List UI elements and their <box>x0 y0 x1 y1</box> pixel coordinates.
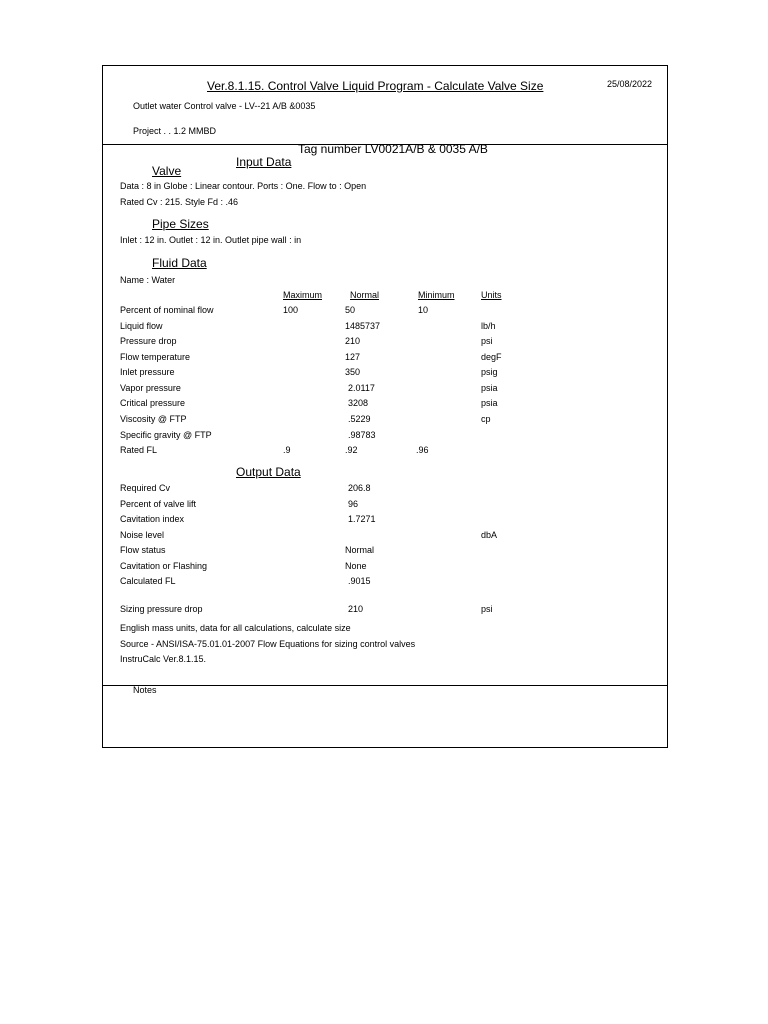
table-cell-units: psi <box>481 336 493 346</box>
table-cell-maximum: 100 <box>283 305 299 315</box>
output-row-value: .9015 <box>348 576 371 586</box>
footer-line: InstruCalc Ver.8.1.15. <box>120 654 207 664</box>
tag-number: Tag number LV0021A/B & 0035 A/B <box>298 142 488 156</box>
table-row-label: Rated FL <box>120 445 158 455</box>
footer-line: English mass units, data for all calculations, calculate size <box>120 623 351 633</box>
output-row-value: Normal <box>345 545 375 555</box>
column-header-maximum: Maximum <box>283 290 323 300</box>
output-row-value: None <box>345 561 367 571</box>
pipe-sizes-heading: Pipe Sizes <box>152 217 209 231</box>
document-subtitle: Outlet water Control valve - LV--21 A/B &0035 <box>133 101 316 111</box>
column-header-units: Units <box>481 290 502 300</box>
table-cell-units: cp <box>481 414 491 424</box>
output-data-heading: Output Data <box>236 465 301 479</box>
table-row-label: Critical pressure <box>120 398 186 408</box>
input-data-heading: Input Data <box>236 155 292 169</box>
output-row-value: 1.7271 <box>348 514 376 524</box>
table-cell-units: psia <box>481 383 498 393</box>
sizing-pressure-drop-label: Sizing pressure drop <box>120 604 203 614</box>
output-row-units: dbA <box>481 530 498 540</box>
table-cell-units: psig <box>481 367 498 377</box>
valve-rated-line: Rated Cv : 215. Style Fd : .46 <box>120 197 239 207</box>
column-header-normal: Normal <box>350 290 380 300</box>
table-row-label: Specific gravity @ FTP <box>120 430 212 440</box>
table-cell-units: degF <box>481 352 502 362</box>
notes-divider <box>102 685 668 686</box>
output-row-label: Percent of valve lift <box>120 499 197 509</box>
fluid-data-heading: Fluid Data <box>152 256 207 270</box>
table-cell-normal: 350 <box>345 367 361 377</box>
table-cell-units: lb/h <box>481 321 496 331</box>
project-line: Project . . 1.2 MMBD <box>133 126 217 136</box>
output-row-label: Cavitation or Flashing <box>120 561 208 571</box>
table-cell-normal: .92 <box>345 445 358 455</box>
table-row-label: Percent of nominal flow <box>120 305 214 315</box>
output-row-label: Required Cv <box>120 483 171 493</box>
table-row-label: Pressure drop <box>120 336 177 346</box>
table-cell-normal: .98783 <box>348 430 376 440</box>
valve-data-line: Data : 8 in Globe : Linear contour. Ports : One. Flow to : Open <box>120 181 367 191</box>
pipe-sizes-line: Inlet : 12 in. Outlet : 12 in. Outlet pipe wall : in <box>120 235 302 245</box>
table-cell-normal: 3208 <box>348 398 369 408</box>
table-cell-normal: 2.0117 <box>348 383 375 393</box>
output-row-value: 96 <box>348 499 359 509</box>
document-title: Ver.8.1.15. Control Valve Liquid Program - Calculate Valve Size <box>207 79 544 93</box>
table-cell-normal: 1485737 <box>345 321 381 331</box>
sizing-pressure-drop-units: psi <box>481 604 493 614</box>
table-row-label: Inlet pressure <box>120 367 175 377</box>
table-cell-normal: .5229 <box>348 414 371 424</box>
notes-label: Notes <box>133 685 157 695</box>
output-row-value: 206.8 <box>348 483 371 493</box>
table-cell-normal: 50 <box>345 305 356 315</box>
output-row-label: Noise level <box>120 530 165 540</box>
output-row-label: Calculated FL <box>120 576 176 586</box>
table-row-label: Flow temperature <box>120 352 191 362</box>
table-cell-minimum: .96 <box>416 445 429 455</box>
table-cell-units: psia <box>481 398 498 408</box>
output-row-label: Flow status <box>120 545 166 555</box>
column-header-minimum: Minimum <box>418 290 455 300</box>
output-row-label: Cavitation index <box>120 514 185 524</box>
document-date: 25/08/2022 <box>607 79 653 89</box>
table-cell-normal: 210 <box>345 336 361 346</box>
table-cell-minimum: 10 <box>418 305 429 315</box>
table-cell-normal: 127 <box>345 352 361 362</box>
table-row-label: Viscosity @ FTP <box>120 414 187 424</box>
sizing-pressure-drop-value: 210 <box>348 604 364 614</box>
valve-heading: Valve <box>152 164 182 178</box>
footer-line: Source - ANSI/ISA-75.01.01-2007 Flow Equations for sizing control valves <box>120 639 416 649</box>
fluid-name-line: Name : Water <box>120 275 176 285</box>
table-row-label: Vapor pressure <box>120 383 181 393</box>
table-row-label: Liquid flow <box>120 321 163 331</box>
table-cell-maximum: .9 <box>283 445 291 455</box>
